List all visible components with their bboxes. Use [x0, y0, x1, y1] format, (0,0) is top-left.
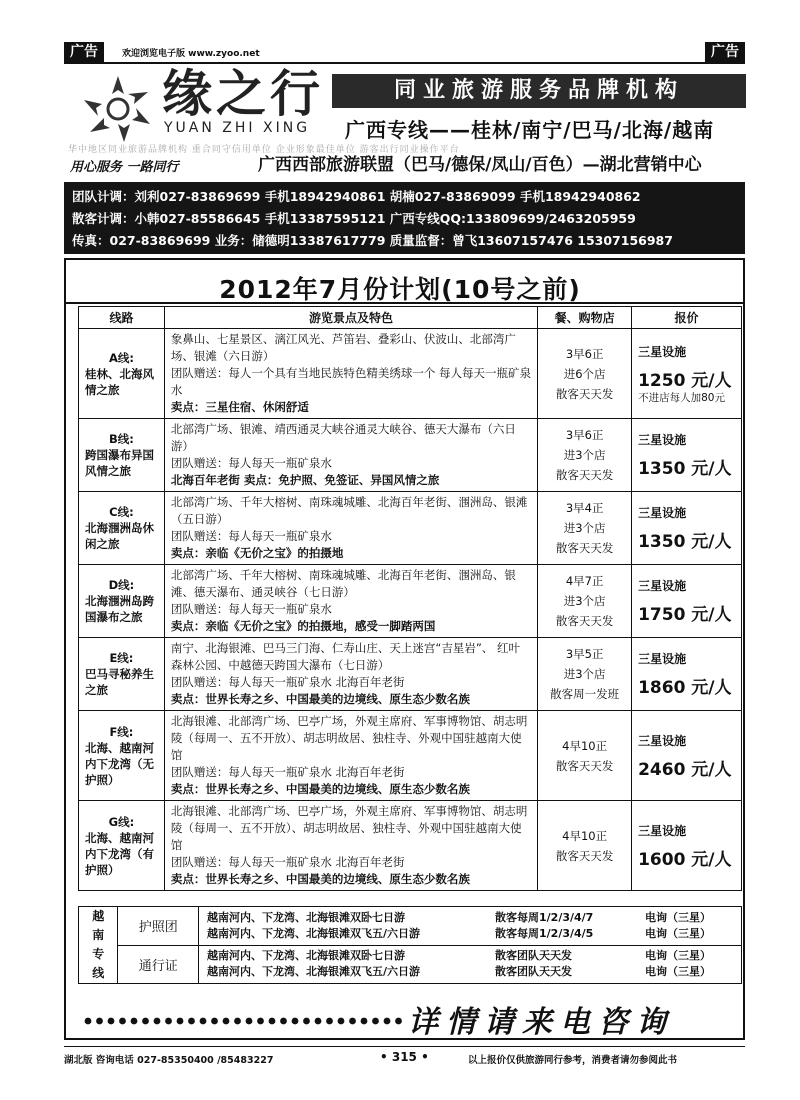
meal-info: 4早10正	[562, 828, 608, 843]
spots-cell	[164, 329, 537, 419]
price-tier: 三星设施	[638, 433, 687, 447]
shop-info: 散客天天发	[555, 758, 614, 773]
spots-cell	[164, 711, 537, 801]
route-name: 北海、越南河内下龙湾（有护照）	[85, 830, 154, 877]
route-code: E线:	[109, 651, 134, 665]
welcome-text: 欢迎浏览电子版 www.zyoo.net	[122, 49, 260, 59]
spots-cell	[164, 801, 537, 891]
route-name-cell	[79, 801, 165, 891]
table-row	[79, 801, 742, 891]
route-name-cell	[79, 492, 165, 565]
page-number: • 315 •	[380, 1050, 429, 1064]
route-code: B线:	[109, 432, 134, 446]
header-price: 报价	[632, 307, 742, 329]
footer-contact: 湖北版 咨询电话 027-85350400 /85483227	[64, 1055, 274, 1066]
vn-route: 越南河内、下龙湾、北海银滩双飞五/六日游	[207, 926, 421, 940]
contact-line: 传真：027-83869699 业务：储德明13387617779 质量监督：曾飞13607157476 15307156987	[72, 233, 673, 248]
heart-slogan: 用心服务 一路同行	[70, 160, 179, 175]
shop-info: 进3个店	[563, 521, 606, 535]
meal-cell	[538, 801, 632, 891]
vietnam-label-char: 专	[92, 947, 105, 961]
depart-info: 散客天天发	[555, 541, 614, 555]
price-tier: 三星设施	[638, 506, 687, 520]
price-amount: 1350 元/人	[638, 459, 732, 479]
brand-name: 缘之行	[162, 65, 324, 123]
decorative-dots	[82, 1015, 404, 1027]
list-item	[207, 926, 735, 942]
vietnam-table	[78, 906, 742, 984]
contact-line: 散客计调：小韩027-85586645 手机13387595121 广西专线QQ:133809699/2463205959	[72, 211, 636, 226]
meal-info: 3早4正	[565, 501, 604, 515]
header-spots: 游览景点及特色	[164, 307, 537, 329]
title-divider	[64, 302, 745, 304]
brand-slogan: 同业旅游服务品牌机构	[332, 74, 746, 108]
vietnam-rows	[199, 945, 742, 984]
vietnam-label-char: 线	[92, 966, 105, 980]
meal-cell	[538, 565, 632, 638]
price-amount: 2460 元/人	[638, 759, 732, 780]
spots-cell	[164, 492, 537, 565]
route-highlight: 卖点：世界长寿之乡、中国最美的边境线、原生态少数名族	[170, 692, 470, 706]
spots-cell	[164, 638, 537, 711]
vietnam-type: 通行证	[118, 945, 199, 984]
meal-cell	[538, 638, 632, 711]
route-spots: 北部湾广场、银滩、靖西通灵大峡谷通灵大峡谷、德天大瀑布（六日游）	[170, 422, 516, 453]
meal-info: 4早7正	[565, 574, 604, 588]
route-code: D线:	[108, 578, 135, 592]
meal-cell	[538, 419, 632, 492]
route-name-cell	[79, 329, 165, 419]
vn-depart: 散客每周1/2/3/4/5	[495, 926, 594, 940]
footer-divider	[64, 1046, 745, 1047]
table-row	[79, 945, 742, 984]
brand-logo-icon	[78, 72, 158, 146]
routes-table	[78, 306, 742, 891]
route-name-cell	[79, 711, 165, 801]
spots-cell	[164, 565, 537, 638]
vn-depart: 散客团队天天发	[495, 949, 572, 963]
route-code: F线:	[109, 724, 134, 739]
alliance-text: 广西西部旅游联盟（巴马/德保/凤山/百色）—湖北营销中心	[258, 155, 702, 175]
price-note: 不进店每人加80元	[638, 391, 725, 404]
shop-info: 散客天天发	[555, 848, 614, 863]
table-row	[79, 711, 742, 801]
route-highlight: 卖点：三星住宿、休闲舒适	[170, 400, 309, 414]
vietnam-label-char: 越	[92, 909, 105, 923]
vn-depart: 散客团队天天发	[495, 965, 572, 979]
price-cell	[632, 801, 742, 891]
route-gift: 团队赠送：每人每天一瓶矿泉水	[170, 602, 332, 616]
price-amount: 1750 元/人	[638, 605, 732, 625]
vietnam-rows	[199, 907, 742, 946]
depart-info: 散客周一发班	[550, 687, 620, 701]
route-name-cell	[79, 565, 165, 638]
footer-disclaimer: 以上报价仅供旅游同行参考，消费者请勿参阅此书	[468, 1055, 678, 1066]
vietnam-type: 护照团	[118, 907, 199, 946]
meal-info: 3早6正	[565, 428, 604, 442]
vn-price: 电询（三星）	[645, 910, 711, 924]
route-code: A线:	[108, 350, 134, 365]
meal-cell	[538, 329, 632, 419]
route-name-cell	[79, 638, 165, 711]
price-tier: 三星设施	[638, 823, 687, 838]
price-cell	[632, 419, 742, 492]
route-name: 桂林、北海风情之旅	[85, 366, 154, 397]
meal-cell	[538, 711, 632, 801]
route-highlight: 卖点：世界长寿之乡、中国最美的边境线、原生态少数名族	[170, 782, 470, 796]
route-gift: 团队赠送：每人每天一瓶矿泉水 北海百年老街	[170, 765, 405, 779]
route-highlight: 卖点：亲临《无价之宝》的拍摄地，感受一脚踏两国	[170, 619, 436, 633]
table-row	[79, 638, 742, 711]
route-spots: 北部湾广场、千年大榕树、南珠魂城雕、北海百年老街、涠洲岛、银滩、德天瀑布、通灵峡谷（七日游）	[170, 568, 516, 599]
list-item	[207, 948, 735, 964]
vn-depart: 散客每周1/2/3/4/7	[495, 910, 594, 924]
top-divider	[64, 62, 745, 64]
meal-info: 3早6正	[565, 346, 604, 361]
price-amount: 1860 元/人	[638, 678, 732, 698]
header-route: 线路	[79, 307, 165, 329]
route-spots: 北海银滩、北部湾广场、巴亭广场，外观主席府、军事博物馆、胡志明陵（每周一、五不开放）、胡志明故居、独柱寺、外观中国驻越南大使馆	[170, 804, 528, 852]
plan-title: 2012年7月份计划(10号之前)	[219, 275, 581, 304]
meal-info: 4早10正	[562, 738, 608, 753]
spots-cell	[164, 419, 537, 492]
shop-info: 进3个店	[563, 667, 606, 681]
ad-label-left: 广告	[64, 42, 104, 62]
vn-price: 电询（三星）	[645, 965, 711, 979]
shop-info: 进6个店	[563, 366, 606, 381]
price-cell	[632, 492, 742, 565]
list-item	[207, 964, 735, 980]
price-amount: 1600 元/人	[638, 849, 732, 870]
price-tier: 三星设施	[638, 652, 687, 666]
route-code: C线:	[109, 505, 134, 519]
depart-info: 散客天天发	[555, 614, 614, 628]
vn-price: 电询（三星）	[645, 926, 711, 940]
route-name: 北海、越南河内下龙湾（无护照）	[85, 740, 154, 787]
contact-box	[64, 182, 745, 254]
brand-pinyin: YUAN ZHI XING	[164, 120, 311, 136]
table-row	[79, 907, 742, 946]
price-amount: 1250 元/人	[638, 370, 732, 391]
price-tier: 三星设施	[638, 344, 687, 359]
table-row	[79, 492, 742, 565]
table-row	[79, 329, 742, 419]
route-gift: 团队赠送：每人每天一瓶矿泉水 北海百年老街	[170, 855, 405, 869]
route-gift: 团队赠送：每人每天一瓶矿泉水 北海百年老街	[170, 675, 405, 689]
vn-route: 越南河内、下龙湾、北海银滩双卧七日游	[207, 910, 405, 924]
route-spots: 北海银滩、北部湾广场、巴亭广场，外观主席府、军事博物馆、胡志明陵（每周一、五不开放）、胡志明故居、独柱寺、外观中国驻越南大使馆	[170, 714, 528, 762]
contact-line: 团队计调：刘利027-83869699 手机18942940861 胡楠027-83869099 手机18942940862	[72, 189, 641, 204]
price-cell	[632, 638, 742, 711]
route-highlight: 卖点：世界长寿之乡、中国最美的边境线、原生态少数名族	[170, 872, 470, 886]
price-cell	[632, 329, 742, 419]
guangxi-line-title: 广西专线——桂林/南宁/巴马/北海/越南	[345, 118, 715, 142]
vn-route: 越南河内、下龙湾、北海银滩双卧七日游	[207, 949, 405, 963]
route-name: 北海涠洲岛休闲之旅	[85, 521, 154, 551]
ad-label-right: 广告	[705, 42, 745, 62]
meal-cell	[538, 492, 632, 565]
route-highlight: 北海百年老街 卖点：免护照、免签证、异国风情之旅	[170, 473, 440, 487]
price-amount: 1350 元/人	[638, 532, 732, 552]
route-code: G线:	[108, 814, 135, 829]
price-tier: 三星设施	[638, 579, 687, 593]
depart-info: 散客天天发	[555, 386, 614, 401]
route-name-cell	[79, 419, 165, 492]
route-name: 巴马寻秘养生之旅	[85, 667, 154, 697]
table-row	[79, 565, 742, 638]
vietnam-label-char: 南	[92, 928, 105, 942]
header-meal: 餐、购物店	[538, 307, 632, 329]
list-item	[207, 910, 735, 926]
watermark-text: 华中地区同业旅游品牌机构 重合同守信用单位 企业形象最佳单位 游客出行同业操作平台	[68, 145, 460, 155]
price-cell	[632, 565, 742, 638]
price-cell	[632, 711, 742, 801]
route-gift: 团队赠送：每人每天一瓶矿泉水	[170, 529, 332, 543]
route-spots: 北部湾广场、千年大榕树、南珠魂城雕、北海百年老街、涠洲岛、银滩（五日游）	[170, 495, 528, 526]
shop-info: 进3个店	[563, 594, 606, 608]
route-highlight: 卖点：亲临《无价之宝》的拍摄地	[170, 546, 344, 560]
route-gift: 团队赠送：每人每天一瓶矿泉水	[170, 456, 332, 470]
detail-call: 详情请来电咨询	[408, 1005, 674, 1040]
route-spots: 南宁、北海银滩、巴马三门海、仁寿山庄、天上迷宫“吉星岩”、 红叶森林公园、中越德天跨国大瀑布（七日游）	[170, 641, 520, 672]
vietnam-label	[79, 907, 118, 984]
shop-info: 进3个店	[563, 448, 606, 462]
table-row	[79, 419, 742, 492]
route-spots: 象鼻山、七星景区、漓江风光、芦笛岩、叠彩山、伏波山、北部湾广场、银滩（六日游）	[170, 332, 516, 363]
route-name: 北海涠洲岛跨国瀑布之旅	[85, 594, 154, 624]
route-gift: 团队赠送：每人一个具有当地民族特色精美绣球一个 每人每天一瓶矿泉水	[170, 366, 532, 397]
table-header-row	[79, 307, 742, 329]
meal-info: 3早5正	[565, 647, 604, 661]
price-tier: 三星设施	[638, 733, 687, 748]
route-name: 跨国瀑布异国风情之旅	[85, 448, 154, 478]
vn-route: 越南河内、下龙湾、北海银滩双飞五/六日游	[207, 965, 421, 979]
depart-info: 散客天天发	[555, 468, 614, 482]
vn-price: 电询（三星）	[645, 949, 711, 963]
